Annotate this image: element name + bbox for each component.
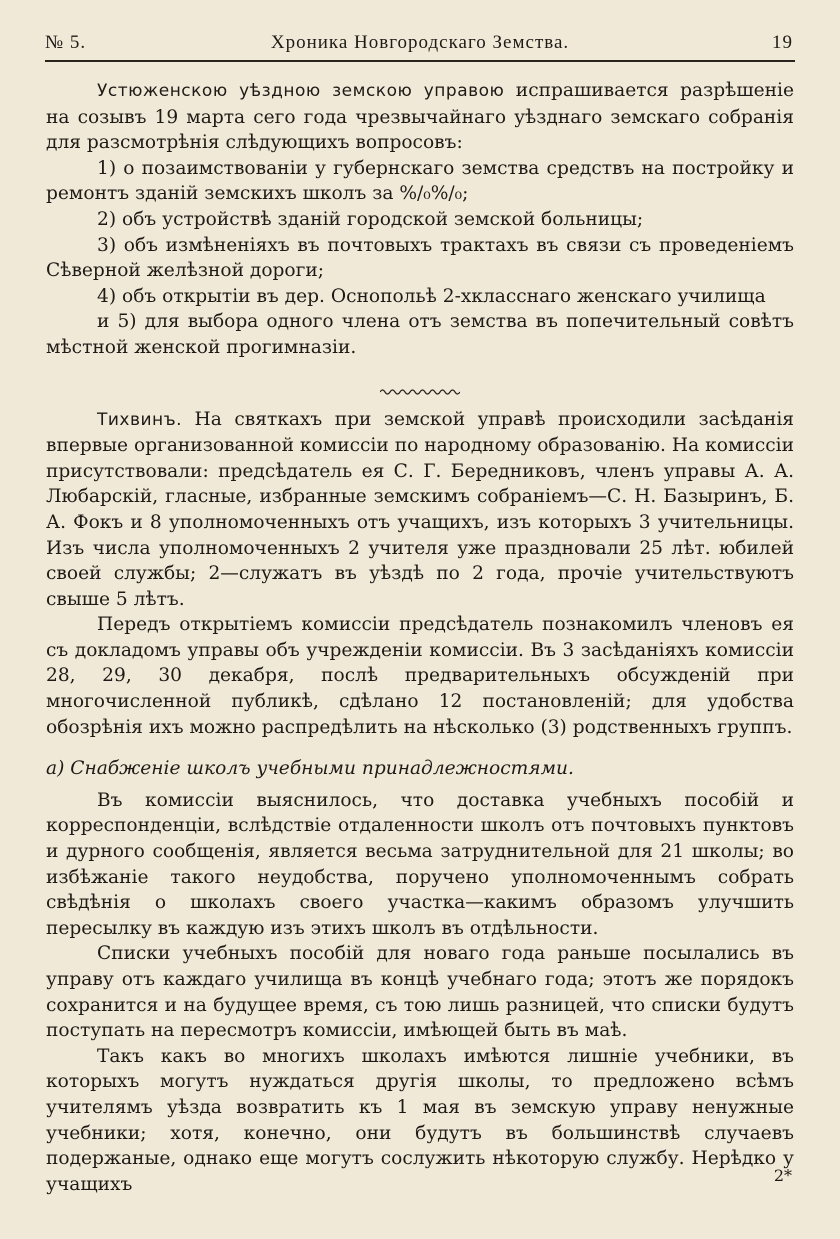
list-item: и 5) для выбора одного члена отъ земства въ попечительный совѣтъ мѣстной женской прогимназіи. (46, 311, 794, 358)
list-item: 1) о позаимствованіи у губернскаго земства средствъ на постройку и ремонтъ зданій земскихъ школъ за %/₀%/₀; (46, 157, 794, 205)
list-item: 3) объ измѣненіяхъ въ почтовыхъ трактахъ въ связи съ проведеніемъ Сѣверной желѣзной дороги; (46, 234, 794, 282)
wavy-divider-icon (380, 387, 460, 397)
question-list (46, 156, 794, 361)
section1-lead: Устюженскою уѣздною земскою управою (97, 81, 505, 101)
subheading: а) Снабженіе школъ учебными принадлежностями. (46, 758, 574, 780)
section1-intro: Устюженскою уѣздною земскою управою испрашивается разрѣшеніе на созывъ 19 марта сего года чрезвычайнаго уѣзднаго земскаго собранія для разсмотрѣнія слѣдующихъ вопросовъ: (46, 80, 794, 154)
printer-signature: 2* (773, 1166, 792, 1185)
section2-paragraph: Передъ открытіемъ комиссіи предсѣдатель познакомилъ членовъ ея съ докладомъ управы объ учрежденіи комиссіи. Въ 3 засѣданіяхъ комиссіи 28, 29, 30 декабря, послѣ предварительныхъ обсужденій при многочисленной публикѣ, сдѣлано 12 постановленій; для удобства обозрѣнія ихъ можно распредѣлить на нѣсколько (3) родственныхъ группъ. (46, 614, 794, 738)
section2-paragraph: Списки учебныхъ пособій для новаго года раньше посылались въ управу отъ каждаго училища въ концѣ учебнаго года; этотъ же порядокъ сохранится и на будущее время, съ тою лишь разницей, что списки будутъ поступать на пересмотръ комиссіи, имѣющей быть въ маѣ. (46, 943, 794, 1042)
issue-number: № 5. (45, 32, 87, 53)
page-header (45, 30, 795, 62)
page-number: 19 (772, 32, 793, 53)
section2-paragraph: Въ комиссіи выяснилось, что доставка учебныхъ пособій и корреспонденціи, вслѣдствіе отдаленности школъ отъ почтовыхъ пунктовъ и дурного сообщенія, является весьма затруднительной для 21 школы; во избѣжаніе такого неудобства, поручено уполномоченнымъ собрать свѣдѣнія о школахъ своего участка—какимъ образомъ улучшить пересылку въ каждую изъ этихъ школъ въ отдѣльности. (46, 789, 794, 939)
page-body (46, 78, 794, 1197)
journal-title: Хроника Новгородскаго Земства. (270, 32, 570, 53)
section-separator (46, 379, 794, 393)
list-item: 4) объ открытіи въ дер. Оснопольѣ 2-хкласснаго женскаго училища (97, 285, 766, 307)
section2-paragraph: Такъ какъ во многихъ школахъ имѣются лишніе учебники, въ которыхъ могутъ нуждаться другія школы, то предложено всѣмъ учителямъ уѣзда возвратить къ 1 мая въ земскую управу ненужные учебники; хотя, конечно, они будутъ въ большинствѣ случаевъ подержаные, однако еще могутъ сослужить нѣкоторую службу. Нерѣдко у учащихъ (46, 1045, 794, 1195)
list-item: 2) объ устройствѣ зданій городской земской больницы; (97, 208, 644, 230)
section2-lead: Тихвинъ. (97, 409, 183, 430)
section2-paragraph: Тихвинъ. На святкахъ при земской управѣ происходили засѣданія впервые организованной комиссіи по народному образованію. На комиссіи присутствовали: предсѣдатель ея С. Г. Бередниковъ, членъ управы А. А. Любарскій, гласные, избранные земскимъ собраніемъ—С. Н. Базыринъ, Б. А. Фокъ и 8 уполномоченныхъ отъ учащихъ, изъ которыхъ 3 учительницы. Изъ числа уполномоченныхъ 2 учителя уже праздновали 25 лѣт. юбилей своей службы; 2—служатъ въ уѣздѣ по 2 года, прочіе учительствуютъ свыше 5 лѣтъ. (46, 408, 794, 610)
